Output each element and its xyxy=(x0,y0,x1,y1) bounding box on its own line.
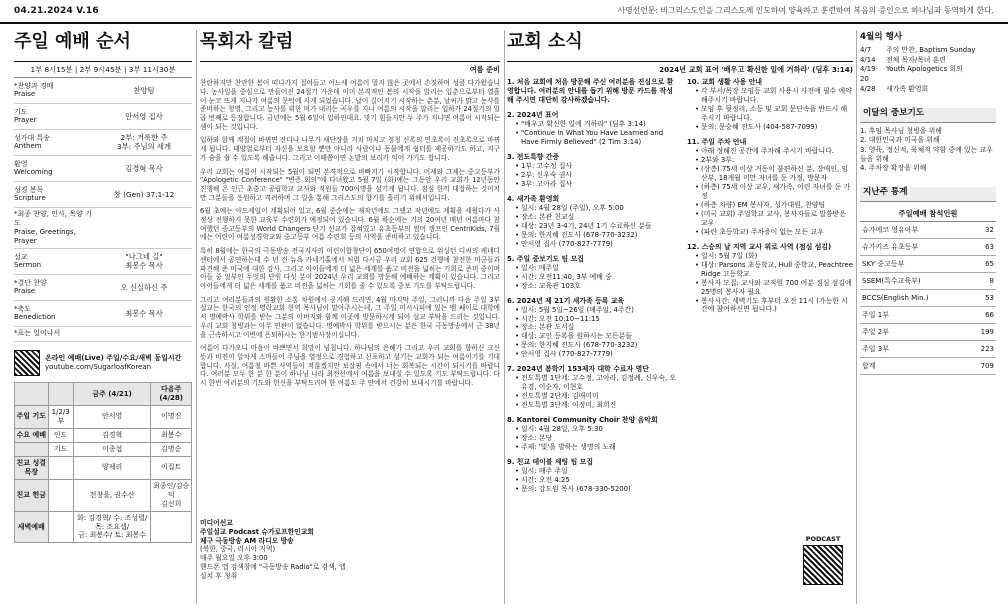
news-item xyxy=(687,243,853,315)
news-item-line: • 시간: 오전 4:25 xyxy=(515,476,679,485)
news-item-line: • 일시: 5월 5일~26일 (매주일, 4주간) xyxy=(515,306,679,315)
order-item-value: 찬양팀 xyxy=(133,85,155,95)
stats-row xyxy=(860,324,996,341)
news-item xyxy=(507,297,679,360)
order-list xyxy=(14,78,192,342)
church-news-column xyxy=(507,30,853,604)
stats-value: 63 xyxy=(969,239,996,256)
news-item-title: 12. 스승의 날 지역 교사 위로 사역 (점심 섬김) xyxy=(687,242,832,251)
table-cell: 이명진 xyxy=(151,405,192,428)
event-date: 4/19-20 xyxy=(860,65,878,83)
stats-label: SKY 중고등부 xyxy=(860,256,969,273)
table-cell: 이종섭 xyxy=(73,442,151,456)
order-row xyxy=(14,130,192,156)
stats-value: 53 xyxy=(969,290,996,307)
table-cell: 1/2/3부 xyxy=(48,405,73,428)
media-line: 주일설교 Podcast 슈가로프한인교회 xyxy=(200,527,314,536)
news-item xyxy=(507,153,679,189)
news-item-line: • 문의: 한지혜 전도사 (678-770-3232) xyxy=(515,341,679,350)
stats-row xyxy=(860,341,996,358)
stats-row xyxy=(860,256,996,273)
table-cell xyxy=(15,442,49,456)
order-row xyxy=(14,327,192,342)
news-item-line: • 문의: 강도원 목사 (678-330-5200) xyxy=(515,485,679,494)
prayer-title: 이달의 중보기도 xyxy=(860,108,996,123)
youtube-qr-icon[interactable] xyxy=(14,350,40,376)
event-row xyxy=(860,65,996,84)
column-byline: 여름 준비 xyxy=(469,65,500,74)
news-item-line: • 대상: 23년 3-4기, 24년 1기 수료하신 분들 xyxy=(515,222,679,231)
table-cell: 기도 xyxy=(48,442,73,456)
stats-value: 223 xyxy=(969,341,996,358)
news-item-line: • 일시: 4월 28일 (주일), 오후 5:00 xyxy=(515,204,679,213)
table-cell xyxy=(151,511,192,543)
order-item-value: 오 신실하신 주 xyxy=(120,282,168,292)
news-item-line: • 모임 후 뒷정리, 소등 및 교회 문단속을 반드시 해주시기 바랍니다. xyxy=(695,105,853,123)
podcast-qr-icon[interactable] xyxy=(803,545,843,585)
stats-value: 199 xyxy=(969,324,996,341)
church-motto: 2024년 교회 표어 '배우고 확신한 일에 거하라' (딤후 3:14) xyxy=(659,65,853,74)
news-item-line: • 일시: 매주 주일 xyxy=(515,467,679,476)
news-item-line: • 장소: 본관 친교실 xyxy=(515,213,679,222)
column-divider xyxy=(856,30,857,604)
table-row xyxy=(15,405,192,428)
table-row xyxy=(15,511,192,543)
order-row xyxy=(14,249,192,275)
order-item-label: 설교 Sermon xyxy=(14,252,42,270)
table-cell: 양제리 xyxy=(73,456,151,479)
events-title: 4월의 행사 xyxy=(860,32,903,42)
column-divider xyxy=(504,30,505,604)
news-item-line: • 안서영 집사 (770-827-7779) xyxy=(515,350,679,359)
column-paragraph: 6월 초에는 아드세일이 계획되어 있고, 6월 중순에는 재작년에도 그랬고 작년에도 계획을 세웠다가 사정상 진행하지 못한 교육부 수련회가 예정되어 있습니다. 6월 하순에는 거의 20여년 매년 여름마다 참여했던 중고등부의 World Changers 단기 선교가 잡혀있고 유초등부의 썸머 캠프인 CentriKids, 7월에는 어린이 여름성경학교와 중고등부 여름 수련회 등의 사역을 준비하고 있습니다. xyxy=(200,207,500,242)
news-item-line: • 전도특별 1단계: 고수정, 고아라, 김정례, 신우숙, 오유경, 이순자, 이현호 xyxy=(515,374,679,392)
table-row xyxy=(15,456,192,479)
news-item-title: 6. 2024년 제 21기 새가족 등록 교육 xyxy=(507,296,625,305)
order-row xyxy=(14,78,192,104)
news-item-line: • 일시: 매주일 xyxy=(515,264,679,273)
media-line: 체구 극동방송 AM 라디오 방송 xyxy=(200,536,294,545)
table-cell: 김경혁 xyxy=(73,428,151,442)
event-date: 4/7 xyxy=(860,46,872,54)
online-worship-block xyxy=(14,350,192,376)
news-left-list xyxy=(507,78,679,500)
column-paragraph: 우리 교회는 여름이 시작되는 5월이 되면 본격적으로 바빠지기 시작합니다. 어제와 그제는 중고등부가 "Apologetic Conference" "변증 회의"에 다녀왔고 5월 7일 (화)에는 그동안 우리 교회가 12년동안 진행해 온 인근 초중고 공립학교 교사와 직원들 700여명을 섬기게 됩니다. 점심 한끼 대접하는 것이지만 그분들을 응원하고 격려하며 그 일을 통해 그리스도의 향기를 흘리기 위해서입니다. xyxy=(200,167,500,202)
event-name: 새가족 환영회 xyxy=(886,84,929,93)
table-header: 금주 (4/21) xyxy=(73,383,151,406)
news-item-title: 11. 주일 주차 안내 xyxy=(687,138,747,147)
worship-order-column xyxy=(14,30,192,604)
column-paragraph: 찬란하지만 찬란한 봄이 떠나가지 접어들고 어느새 여름이 멀지 않은 곳에서 손짓하며 성큼 다가왔습니다. 농사일을 중심으로 만들어진 24절기 가운데 이미 본격적인 봄의 시작을 알리는 입춘으로부터 열흘이 눈코 뜨게 지나가 여름의 문턱에 서게 되었습니다. 날이 길어지기 시작하는 춘분, 날씨가 맑고 농사를 준비하는 청명, 그리고 농사를 위한 비가 내리는 곡우를 지나 여름의 시작을 알리는 입하가 24절기의 일곱 번째로 등장합니다. 금년에는 5월 6일이 입하인데요. 맞기 힘들지만 두 주가 지나면 여름이 시작되는 셈이 되는 것입니다. xyxy=(200,79,500,131)
stats-row xyxy=(860,290,996,307)
podcast-block[interactable] xyxy=(803,535,843,585)
news-item-line: • 대상: 교인 등록을 원하시는 모든분들 xyxy=(515,332,679,341)
news-item xyxy=(687,138,853,237)
order-item-label: 환영 Welcoming xyxy=(14,159,53,177)
news-item-line: • (상층) 75세 이상 거동이 불편하신 분, 장애인, 임산부, 18개월 미만 자녀를 둔 가정, 방문자 xyxy=(695,165,853,183)
stats-value: 66 xyxy=(969,307,996,324)
news-item-line: • 아래 정해진 공간에 주차해 주시기 바랍니다. xyxy=(695,147,853,156)
order-item-label: *축도 Benediction xyxy=(14,304,56,322)
news-item xyxy=(687,78,853,132)
column-paragraph: 그리고 여러분들과의 원활한 소통 차원에서 공지해 드리면, 4월 마지막 주일, 그러니까 다음 주일 3부 설교는 한국의 인정 영락교회 현역 목사님이 맡아주시는데, 그 주일 미시시피에 있는 뱀 쎄이로 대학에서 명예박사 학위를 받는 그분의 아버지와 함께 이곳에 방문하시게 되어 설교 부탁을 드리는 것입니다. 우리 교회 청빙과는 아무 연관이 없습니다. 명예박사 학위를 받으시는 분은 한국 극동방송에서 근 38년을 근속하시고 이번에 은퇴하시는 한기범사장이십니다. xyxy=(200,295,500,339)
service-times: 1부 8시15분 | 2부 9시45분 | 3부 11시30분 xyxy=(14,65,192,78)
column-paragraph: 특히 8월에는 한국의 극동방송 전국지사의 어린이합창단이 650여명이 연합으로 워싱턴 디씨의 케네디센터에서 공연하는데 수 년 전 뉴욕 카네기홀에서 처럼 다시금 우리 교회 625 건행에 참전한 미군들과 파견해 준 미국에 대한 감사, 그리고 아이들에게 더 넓은 세계를 품고 비전을 넓히는 기회로 준비 중이며 이들 중 일부인 두엇의 단원 다섯 분이 2024년 우리 교회를 방문해 예배하는 계획이 있습니다. 그리고 아이들에게 더 넓은 세계를 품고 비전을 넓히는 기회를 줄 수 있도록 중보 기도를 부탁드립니다. xyxy=(200,247,500,290)
table-row xyxy=(15,428,192,442)
news-item-line: • "Continue in What You Have Learned and Have Firmly Believed" (2 Tim 3:14) xyxy=(515,129,679,147)
order-item-label: *최종 찬양, 인사, 목양 기도 Praise, Greetings, Prayer xyxy=(14,210,92,245)
media-line: 핸드폰 앱 검색창에 "극동방송 Radio"로 검색, 앱 설치 후 청취 xyxy=(200,563,346,580)
event-name: Youth Apologetics 회의 xyxy=(886,65,963,74)
stats-value: 709 xyxy=(969,358,996,375)
stats-row xyxy=(860,358,996,375)
news-item-line: • 일시: 4월 28일, 오후 5:30 xyxy=(515,425,679,434)
order-row xyxy=(14,301,192,327)
prayer-item: 1. 후임 목사님 청빙을 위해 xyxy=(860,127,942,136)
stats-label: 슈가에코 영유아부 xyxy=(860,222,969,239)
stats-row xyxy=(860,239,996,256)
table-cell: 안서영 xyxy=(73,405,151,428)
service-duty-table xyxy=(14,382,192,543)
event-name: 주의 만찬, Baptism Sunday xyxy=(886,46,976,54)
stats-value: 65 xyxy=(969,256,996,273)
news-item-title: 7. 2024년 봄학기 153제자 대학 수료자 명단 xyxy=(507,365,649,374)
order-row xyxy=(14,275,192,301)
prayer-item: 3. 영육, 정신적, 육체적 약함 중에 있는 교우들을 위해 xyxy=(860,145,993,163)
news-item-line: • 전도특별 3단계: 이정미, 최희진 xyxy=(515,401,679,410)
church-news-title: 교회 소식 xyxy=(507,30,853,62)
table-cell: 주일 기도 xyxy=(15,405,49,428)
news-item-line: • 3부: 고아라 집사 xyxy=(515,180,679,189)
order-item-value: 안서영 집사 xyxy=(125,111,163,121)
order-item-label: *표는 일어나서 xyxy=(14,329,61,338)
news-item-title: 3. 전도특향 간증 xyxy=(507,153,560,161)
events-list xyxy=(860,46,996,94)
news-item-line: • 시간: 오전 10:10~11:15 xyxy=(515,315,679,324)
media-mission-block xyxy=(200,519,350,581)
news-item-line: • 문의: 문승혜 전도사 (404-587-7099) xyxy=(695,123,853,132)
table-header xyxy=(48,383,73,406)
online-worship-title: 온라인 예배(Live) 주일/수요/새벽 동일시간 xyxy=(45,353,182,362)
table-cell: 화: 김경혁/ 수: 조성렬/ 목: 조요셉/ 금: 최봉수/ 토: 최봉수 xyxy=(73,511,151,543)
table-header: 다음주 (4/28) xyxy=(151,383,192,406)
news-item-line: • 시간: 오전11:40, 3부 예배 중 xyxy=(515,273,679,282)
news-item xyxy=(507,195,679,249)
news-item-line: • 장소: 본당 xyxy=(515,434,679,443)
news-item-line: • 장소: 본관 도서실 xyxy=(515,323,679,332)
worship-order-title: 주일 예배 순서 xyxy=(14,30,192,62)
news-item-line: • 봉사시간: 세벽기도 후부터 오전 11시 (가능한 시간에 참여하신면 됩니다.) xyxy=(695,297,853,315)
table-cell: 김명순 xyxy=(151,442,192,456)
table-cell: 최봉수 xyxy=(151,428,192,442)
media-line: 매주 월요일 오후 3:00 xyxy=(200,554,268,563)
sidebar-column xyxy=(860,30,996,604)
order-item-label: *결단 찬양 Praise xyxy=(14,278,47,296)
news-item-line: • 장소: 교육관 103호 xyxy=(515,282,679,291)
news-item-line: • 안서영 집사 (770-827-7779) xyxy=(515,240,679,249)
pastor-column xyxy=(200,30,500,604)
stats-value: 32 xyxy=(969,222,996,239)
order-row xyxy=(14,182,192,208)
prayer-list xyxy=(860,127,996,173)
issue-label: 04.21.2024 V.16 xyxy=(14,6,99,16)
news-item-line: • 각 부서/목장 모임등 교회 사용시 사전에 필수 예약 해주시기 바랍니다. xyxy=(695,87,853,105)
order-row xyxy=(14,208,192,249)
order-item-label: *찬양과 경배 Praise xyxy=(14,81,54,99)
top-header-bar xyxy=(0,0,1008,24)
event-row xyxy=(860,56,996,66)
media-line: (북한, 중국, 러시아 지역) xyxy=(200,545,276,554)
prayer-item: 4. 주차장 확장을 위해 xyxy=(860,163,927,172)
news-item-title: 9. 친교 테이블 세팅 팀 모집 xyxy=(507,458,593,467)
order-item-value: 최봉수 목사 xyxy=(125,308,163,318)
stats-label: 주일 1부 xyxy=(860,307,969,324)
news-item-line: • 2부: 신우숙 권사 xyxy=(515,171,679,180)
news-item-line: • (하층) 75세 이상 교우, 새가족, 어린 자녀를 둔 가정 xyxy=(695,183,853,201)
table-row xyxy=(15,479,192,511)
media-label: 미디어선교 xyxy=(200,519,233,527)
stats-label: SSEM(특수교육부) xyxy=(860,273,969,290)
stats-value: 8 xyxy=(969,273,996,290)
column-body xyxy=(200,79,500,388)
stats-label: 합계 xyxy=(860,358,969,375)
stats-label: 주일 2부 xyxy=(860,324,969,341)
event-row xyxy=(860,85,996,95)
table-cell xyxy=(48,511,73,543)
news-item xyxy=(507,78,679,105)
stats-title: 지난주 통계 xyxy=(860,187,996,202)
youtube-link[interactable]: youtube.com/SugarloafKorean xyxy=(45,363,152,372)
table-cell xyxy=(48,456,73,479)
order-row xyxy=(14,104,192,130)
news-item-line: • 1부: 고수정 집사 xyxy=(515,162,679,171)
stats-row xyxy=(860,273,996,290)
news-item-line: • (하층 차량) EM 봉사자, 성가대원, 찬양팀 xyxy=(695,201,853,210)
table-cell: 최종인/김승덕 김선희 xyxy=(151,479,192,511)
stats-label: BCCS(English Min.) xyxy=(860,290,969,307)
news-item-line: • 문의: 한지혜 전도사 (678-770-3232) xyxy=(515,231,679,240)
table-cell: 인도 xyxy=(48,428,73,442)
table-row xyxy=(15,442,192,456)
news-item-line: • (미국 교회) 주일학교 교사, 봉사자들로 말씀받은 교우 xyxy=(695,210,853,228)
order-item-value: 김경혁 목사 xyxy=(125,163,163,173)
news-item-title: 5. 주일 중보기도 팀 모집 xyxy=(507,254,584,263)
order-item-value: "나그네 길" 최봉수 목사 xyxy=(125,252,163,271)
news-item xyxy=(507,365,679,410)
order-item-value: 창 (Gen) 37:1-12 xyxy=(113,189,175,199)
mission-statement: 사명선언문: 비그리스도인을 그리스도께 인도하여 양육하고 훈련하여 복음의 증인으로 하나님과 동역하게 한다. xyxy=(617,6,994,15)
table-cell: 이집트 xyxy=(151,456,192,479)
column-divider xyxy=(196,30,197,604)
order-row xyxy=(14,156,192,182)
news-item-line: • "배우고 확신한 일에 거하라" (딤후 3:14) xyxy=(515,120,679,129)
news-item xyxy=(507,458,679,494)
table-cell: 수요 예배 xyxy=(15,428,49,442)
news-item-line: • 전도특별 2단계: 김애미미 xyxy=(515,392,679,401)
news-item-title: 4. 새가족 환영회 xyxy=(507,194,560,203)
table-cell: 전창을, 권수산 xyxy=(73,479,151,511)
news-item-line: • 대상: Parsons 초등학교, Hull 중학교, Peachtree Ridge 고등학교 xyxy=(695,261,853,279)
news-item-line: • 일시: 5월 7일 (화) xyxy=(695,252,853,261)
news-right-list xyxy=(687,78,853,500)
news-item xyxy=(507,416,679,452)
news-item xyxy=(507,255,679,291)
stats-row xyxy=(860,222,996,239)
column-paragraph: 입하와 함께 계절이 바뀌면 잔디나 나무가 새단장을 거치 마치고 청청 신록의 연초록이 진초록으로 바뀌게 됩니다. 태양열로부터 자신을 보호할 뿐만 아니라 사람이나 동물에게 쉼터를 제공하기도 하고, 지구가 숨을 쉴 수 있도록 해줍니다. 그리고 이때쯤이면 논밭의 보리가 익어 가기도 합니다. xyxy=(200,136,500,162)
table-cell: 새벽예배 xyxy=(15,511,49,543)
order-item-value: 2부: 거룩한 주 3부: 주님의 세계 xyxy=(116,133,172,152)
news-item-line: • 봉사자 모집: 교사와 교직원 700 여분 점심 섬김에 25명의 봉사자 필요 xyxy=(695,279,853,297)
stats-label: 주일 3부 xyxy=(860,341,969,358)
table-cell: 친교 헌금 xyxy=(15,479,49,511)
order-item-label: 성가대 특송 Anthem xyxy=(14,133,51,151)
column-paragraph: 여름이 다가오니 마음이 바쁘면서 희망이 넘칩니다. 하나님의 은혜가 그리고 우리 교회를 향하신 크신 뜻과 비전이 알차게 스며들어 주님을 열정으로 경험하고 선포하고 섬기는 교회가 되는 여름이기를 기대합니다. 사실, 여름철 바쁜 사역들이 적잖겠지만 보살핌 속에서 너는 회복되는 시간이 되시기를 바랍니다. 여러분 모두 한 분 한 분이 하나님 나라 최전선에서 여름을 보내실 수 있도록 기도 부탁드립니다. 다시 한번 여러분의 기도와 헌신을 부탁드리며 한 여름도 주 안에서 건강히 보내시기를 바랍니다. xyxy=(200,344,500,388)
attendance-table xyxy=(860,206,996,375)
news-item-line: • (파란 초등학교) 주차증이 없는 모든 교우 xyxy=(695,228,853,237)
table-cell: 친교 성결 목장 xyxy=(15,456,49,479)
table-header xyxy=(15,383,49,406)
news-item-title: 1. 처음 교회에 처음 방문해 주신 여러분을 진심으로 환영합니다. 여러분의 안내를 돕기 위해 방문 카드를 작성해 주시면 대단히 감사하겠습니다. xyxy=(507,78,674,105)
news-item xyxy=(507,111,679,147)
stats-row xyxy=(860,307,996,324)
event-name: 전체 목자/목녀 훈련 xyxy=(886,55,946,64)
event-row xyxy=(860,46,996,56)
news-item-line: • 2부와 3부: xyxy=(695,156,853,165)
event-date: 4/14 xyxy=(860,55,876,64)
stats-label: 슈가키즈 유초등부 xyxy=(860,239,969,256)
news-item-title: 10. 교회 생활 사용 안내 xyxy=(687,78,763,87)
order-item-label: 성경 봉독 Scripture xyxy=(14,185,46,203)
stats-header: 주일예배 참석인원 xyxy=(860,206,996,222)
table-cell xyxy=(48,479,73,511)
order-item-label: 기도 Prayer xyxy=(14,107,37,125)
news-item-title: 8. Kantorei Community Choir 찬양 음악회 xyxy=(507,416,658,425)
pastor-column-title: 목회자 칼럼 xyxy=(200,30,500,62)
podcast-label: PODCAST xyxy=(805,535,841,543)
news-item-title: 2. 2024년 표어 xyxy=(507,111,559,120)
prayer-item: 2. 대한민국과 미국을 위해 xyxy=(860,136,940,145)
event-date: 4/28 xyxy=(860,84,876,93)
news-item-line: • 주제: '빛'을 발하는 생명의 노래 xyxy=(515,443,679,452)
